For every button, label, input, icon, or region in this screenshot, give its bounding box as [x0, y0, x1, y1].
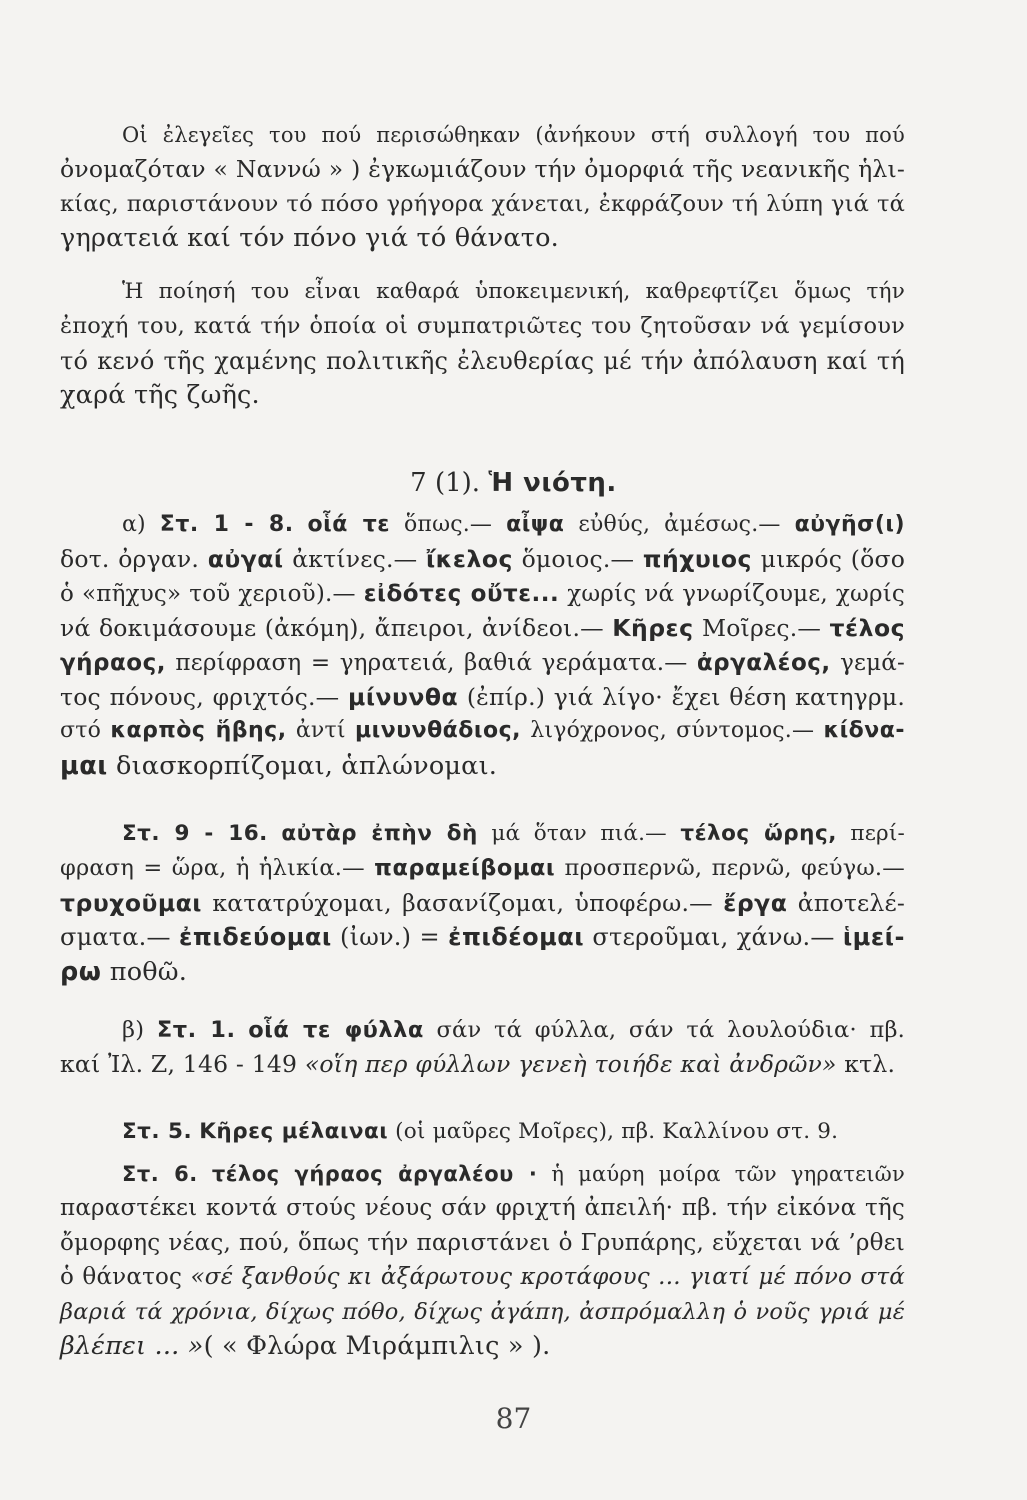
text-line: γηρατειά καί τόν πόνο γιά τό θάνατο.: [60, 223, 559, 254]
commentary-verse-5: [60, 1115, 905, 1149]
commentary-beta: [60, 1013, 905, 1082]
text-line: στό καρπὸς ἥβης, ἀντί μινυνθάδιος, λιγόχρονος, σύντομος.— κίδνα-: [60, 718, 906, 744]
text-line: Οἱ ἐλεγεῖες του πού περισώθηκαν (ἀνήκουν στή συλλογή του πού: [122, 123, 905, 147]
commentary-alpha: [60, 508, 905, 783]
commentary-verses-9-16: [60, 817, 905, 989]
text-line: παραστέκει κοντά στούς νέους σάν φριχτή ἀπειλή· πβ. τήν εἰκόνα τῆς: [60, 1195, 905, 1222]
text-line: σματα.— ἐπιδεύομαι (ἰων.) = ἐπιδέομαι στεροῦμαι, χάνω.— ἱμεί-: [60, 923, 905, 952]
text-line: ὁ θάνατος «σέ ξανθούς κι ἀξάρωτους κροτάφους ... γιατί μέ πόνο στά: [60, 1264, 905, 1291]
intro-paragraph: [60, 118, 905, 256]
text-line: ρω ποθῶ.: [60, 956, 188, 987]
intro-paragraph-2: [60, 275, 905, 413]
section-heading: [0, 468, 1027, 498]
text-line: ὀνομαζόταν « Ναννώ » ) ἐγκωμιάζουν τήν ὀμορφιά τῆς νεανικῆς ἡλι-: [60, 155, 905, 184]
text-line: ὄμορφης νέας, πού, ὅπως τήν παριστάνει ὁ Γρυπάρης, εὔχεται νά ’ρθει: [60, 1229, 905, 1256]
text-line: κίας, παριστάνουν τό πόσο γρήγορα χάνεται, ἐκφράζουν τή λύπη γιά τά: [60, 190, 905, 217]
text-line: Στ. 9 - 16. αὐτὰρ ἐπὴν δὴ μά ὅταν πιά.— τέλος ὥρης, περί-: [122, 821, 905, 846]
text-line: καί Ἰλ. Ζ, 146 - 149 «οἵη περ φύλλων γενεὴ τοιήδε καὶ ἀνδρῶν» κτλ.: [60, 1050, 896, 1079]
text-line: φραση = ὥρα, ἡ ἡλικία.— παραμείβομαι προσπερνῶ, περνῶ, φεύγω.—: [60, 855, 905, 882]
commentary-verse-6: [60, 1157, 905, 1363]
text-line: τρυχοῦμαι κατατρύχομαι, βασανίζομαι, ὑποφέρω.— ἔργα ἀποτελέ-: [60, 888, 906, 917]
text-line: ὁ «πῆχυς» τοῦ χεριοῦ).— εἰδότες οὔτε... χωρίς νά γνωρίζουμε, χωρίς: [60, 580, 906, 607]
section-title: Ἡ νιότη.: [488, 468, 617, 498]
page-number: 87: [495, 1402, 532, 1435]
text-line: α) Στ. 1 - 8. οἷά τε ὅπως.— αἶψα εὐθύς, ἀμέσως.— αὐγῆσ(ι): [122, 512, 905, 537]
text-line: δοτ. ὀργαν. αὐγαί ἀκτίνες.— ἴκελος ὅμοιος.— πήχυιος μικρός (ὅσο: [60, 545, 906, 574]
text-line: ἐποχή του, κατά τήν ὁποία οἱ συμπατριῶτες του ζητοῦσαν νά γεμίσουν: [60, 313, 905, 340]
text-line: Στ. 5. Κῆρες μέλαιναι (οἱ μαῦρες Μοῖρες), πβ. Καλλίνου στ. 9.: [122, 1119, 839, 1144]
text-line: γήραος, περίφραση = γηρατειά, βαθιά γεράματα.— ἀργαλέος, γεμά-: [60, 649, 905, 676]
text-line: τό κενό τῆς χαμένης πολιτικῆς ἐλευθερίας μέ τήν ἀπόλαυση καί τή: [60, 346, 905, 375]
text-line: Στ. 6. τέλος γήραος ἀργαλέου · ἡ μαύρη μοίρα τῶν γηρατειῶν: [122, 1162, 905, 1186]
text-line: τος πόνους, φριχτός.— μίνυνθα (ἐπίρ.) γιά λίγο· ἔχει θέση κατηγρμ.: [60, 683, 905, 712]
text-line: χαρά τῆς ζωῆς.: [60, 380, 260, 411]
text-line: βαριά τά χρόνια, δίχως πόθο, δίχως ἀγάπη, ἀσπρόμαλλη ὁ νοῦς γριά μέ: [60, 1298, 905, 1325]
text-line: βλέπει ... »( « Φλώρα Μιράμπιλις » ).: [60, 1331, 551, 1362]
text-line: νά δοκιμάσουμε (ἀκόμη), ἄπειροι, ἀνίδεοι.— Κῆρες Μοῖρες.— τέλος: [60, 614, 906, 643]
text-line: Ἡ ποίησή του εἶναι καθαρά ὑποκειμενική, καθρεφτίζει ὅμως τήν: [122, 279, 905, 304]
text-line: μαι διασκορπίζομαι, ἁπλώνομαι.: [60, 750, 498, 781]
text-line: β) Στ. 1. οἷά τε φύλλα σάν τά φύλλα, σάν τά λουλούδια· πβ.: [122, 1017, 906, 1043]
section-number: 7 (1).: [410, 468, 481, 498]
